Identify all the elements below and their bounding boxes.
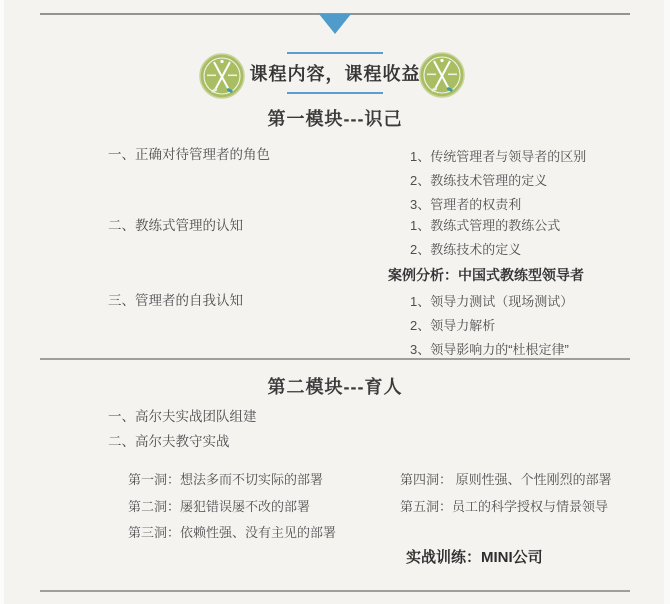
hole-item: 第一洞：想法多而不切实际的部署 bbox=[128, 472, 324, 487]
module1-right-item: 1、领导力测试（现场测试） bbox=[410, 294, 574, 309]
hole-item: 第五洞：员工的科学授权与情景领导 bbox=[400, 499, 609, 514]
title-rule-top bbox=[287, 52, 383, 54]
module1-heading: 第一模块---识己 bbox=[267, 109, 403, 129]
module2-item: 一、高尔夫实战团队组建 bbox=[108, 409, 257, 424]
page-title-block bbox=[0, 52, 670, 94]
module1-right-item: 2、教练技术的定义 bbox=[410, 242, 522, 257]
triangle-down-icon bbox=[319, 14, 351, 34]
module-divider bbox=[40, 358, 630, 360]
page-title: 课程内容，课程收益 bbox=[249, 64, 421, 84]
module1-right-item: 2、领导力解析 bbox=[410, 318, 496, 333]
case-analysis-note: 案例分析：中国式教练型领导者 bbox=[388, 267, 584, 283]
module1-right-item: 2、教练技术管理的定义 bbox=[410, 173, 548, 188]
title-rule-bottom bbox=[287, 92, 383, 94]
module1-left-item: 二、教练式管理的认知 bbox=[108, 218, 243, 233]
module1-left-item: 一、正确对待管理者的角色 bbox=[108, 147, 270, 162]
module1-right-item: 1、教练式管理的教练公式 bbox=[410, 218, 561, 233]
module2-heading: 第二模块---育人 bbox=[267, 377, 403, 397]
module1-right-item: 3、管理者的权责利 bbox=[410, 197, 522, 212]
module1-right-item: 3、领导影响力的“杜根定律” bbox=[410, 342, 569, 357]
hole-item: 第四洞： 原则性强、个性刚烈的部署 bbox=[400, 472, 612, 487]
bottom-divider bbox=[40, 590, 630, 592]
module1-right-item: 1、传统管理者与领导者的区别 bbox=[410, 149, 587, 164]
practice-note: 实战训练：MINI公司 bbox=[406, 549, 543, 566]
hole-item: 第三洞：依赖性强、没有主见的部署 bbox=[128, 525, 337, 540]
module1-left-item: 三、管理者的自我认知 bbox=[108, 293, 243, 308]
module2-item: 二、高尔夫教守实战 bbox=[108, 434, 230, 449]
hole-item: 第二洞：屡犯错误屡不改的部署 bbox=[128, 499, 311, 514]
